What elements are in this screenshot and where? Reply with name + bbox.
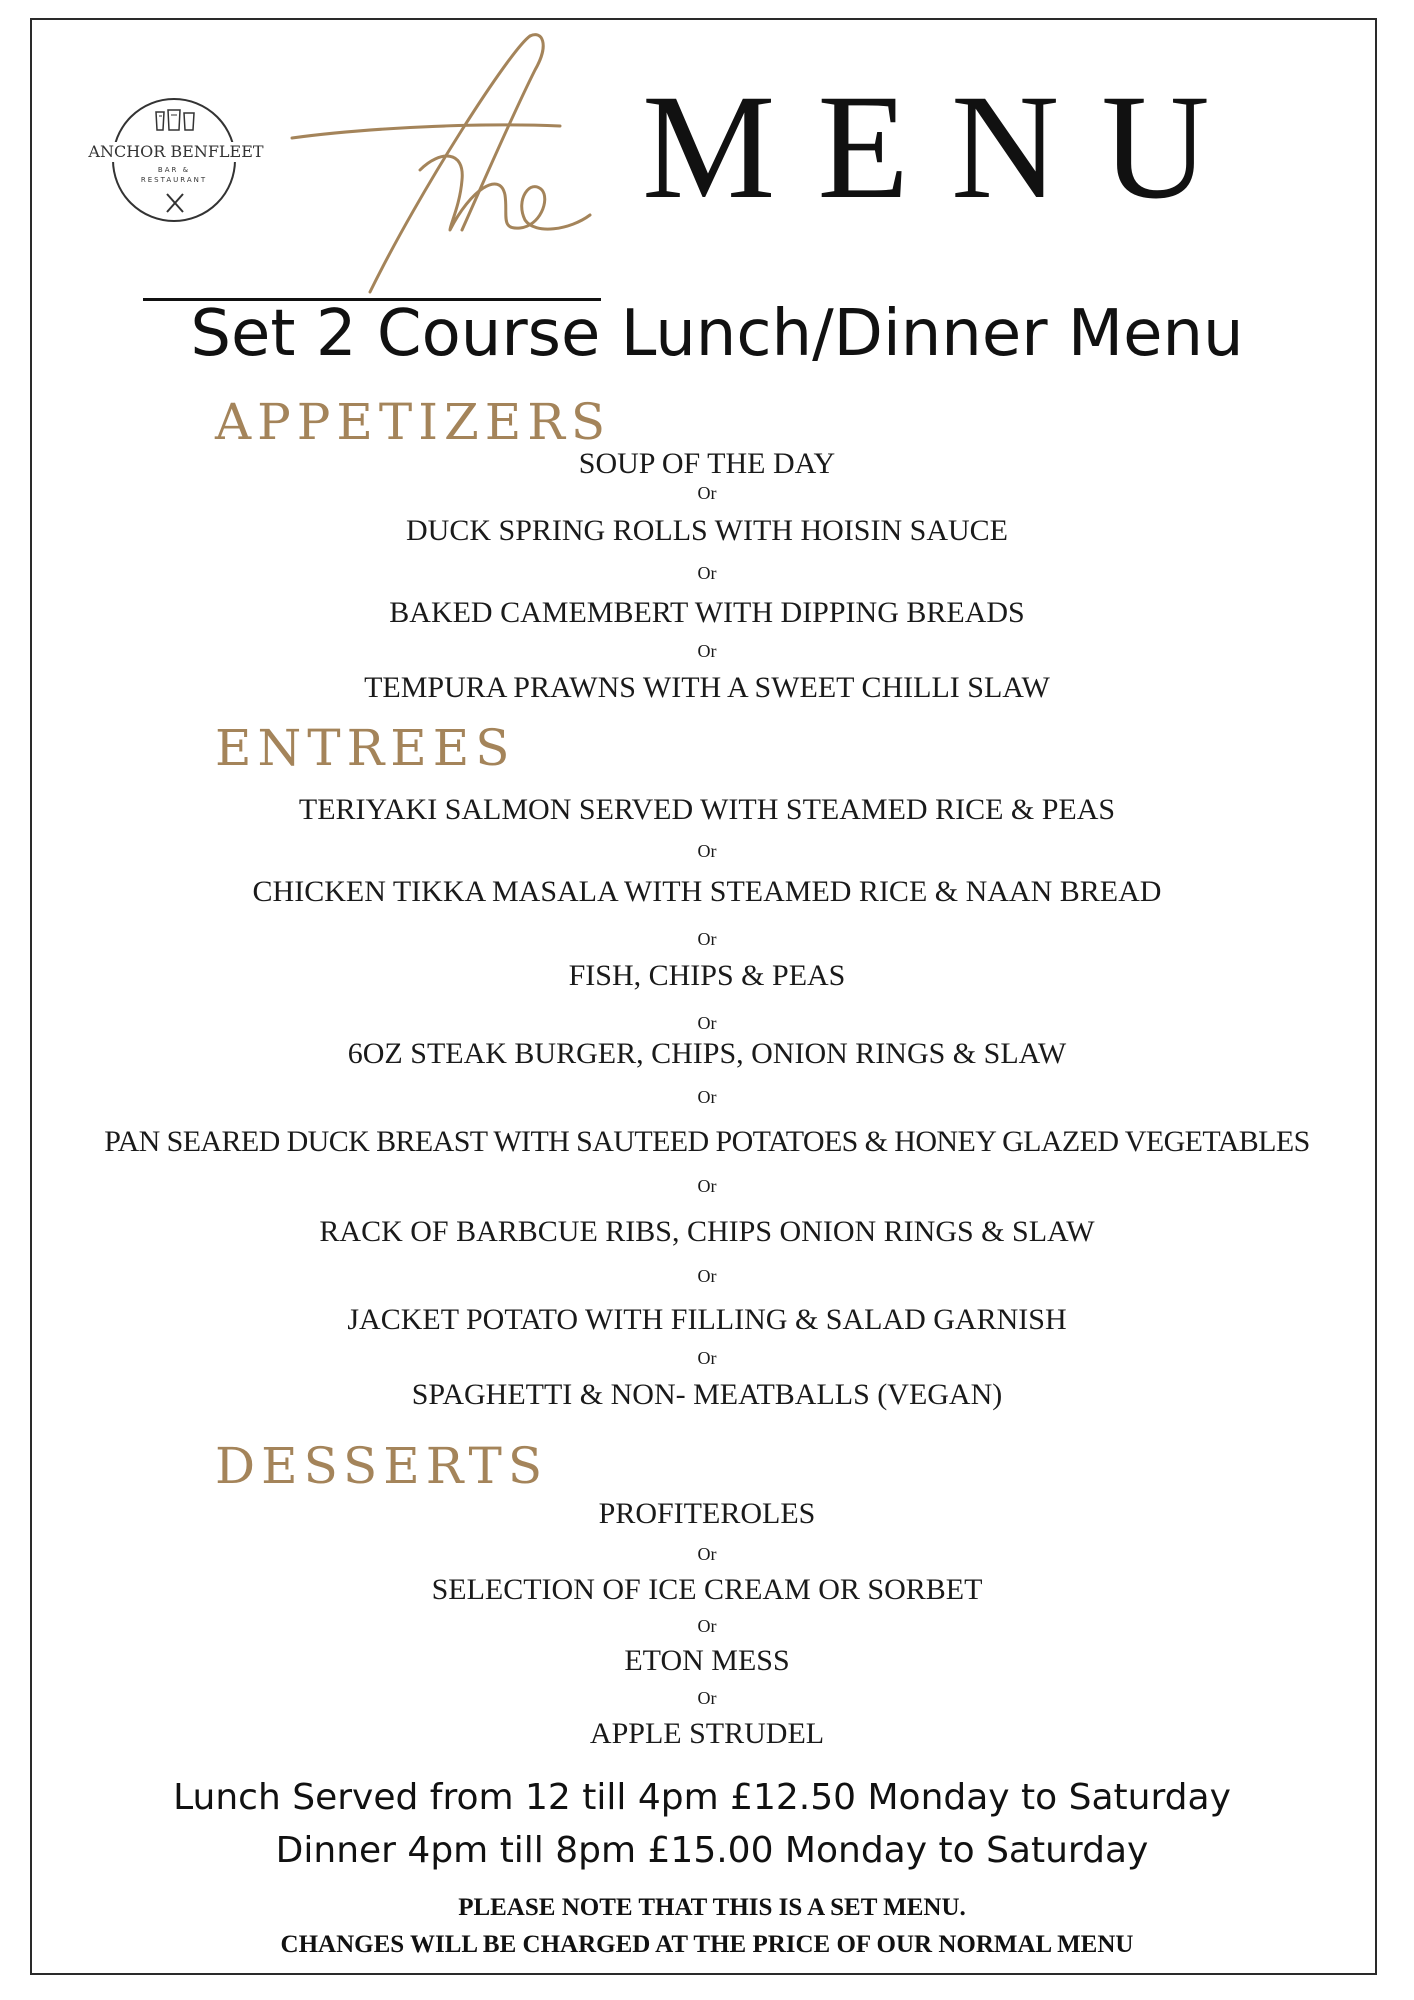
entree-item: RACK OF BARBCUE RIBS, CHIPS ONION RINGS & SLAW <box>319 1215 1095 1248</box>
or-separator: Or <box>697 1616 717 1636</box>
or-separator: Or <box>697 1013 717 1033</box>
menu-subtitle: Set 2 Course Lunch/Dinner Menu <box>190 297 1244 371</box>
or-separator: Or <box>697 1544 717 1564</box>
glasses-icon <box>150 108 200 134</box>
logo-subtitle-2: RESTAURANT <box>140 176 208 184</box>
logo-name: ANCHOR BENFLEET <box>84 142 268 162</box>
appetizer-item: BAKED CAMEMBERT WITH DIPPING BREADS <box>389 596 1025 629</box>
or-separator: Or <box>697 483 717 503</box>
appetizer-item: TEMPURA PRAWNS WITH A SWEET CHILLI SLAW <box>364 671 1050 704</box>
desserts-heading: DESSERTS <box>215 1437 549 1495</box>
set-menu-note: PLEASE NOTE THAT THIS IS A SET MENU. <box>458 1894 966 1921</box>
appetizer-item: SOUP OF THE DAY <box>578 447 836 480</box>
lunch-pricing: Lunch Served from 12 till 4pm £12.50 Monday to Saturday <box>173 1777 1231 1818</box>
or-separator: Or <box>697 1688 717 1708</box>
or-separator: Or <box>697 929 717 949</box>
entree-item: SPAGHETTI & NON- MEATBALLS (VEGAN) <box>411 1378 1003 1411</box>
menu-title: MENU <box>642 64 1252 230</box>
script-the-decoration <box>280 30 600 300</box>
or-separator: Or <box>697 841 717 861</box>
entree-item: PAN SEARED DUCK BREAST WITH SAUTEED POTATOES & HONEY GLAZED VEGETABLES <box>104 1125 1310 1158</box>
entree-item: FISH, CHIPS & PEAS <box>568 959 846 992</box>
or-separator: Or <box>697 563 717 583</box>
or-separator: Or <box>697 1266 717 1286</box>
dessert-item: ETON MESS <box>624 1644 790 1677</box>
dessert-item: APPLE STRUDEL <box>589 1717 825 1750</box>
entrees-heading: ENTREES <box>215 719 516 777</box>
dinner-pricing: Dinner 4pm till 8pm £15.00 Monday to Saturday <box>275 1830 1149 1871</box>
cutlery-icon <box>163 192 187 214</box>
or-separator: Or <box>697 1087 717 1107</box>
dessert-item: SELECTION OF ICE CREAM OR SORBET <box>431 1573 983 1606</box>
or-separator: Or <box>697 1348 717 1368</box>
restaurant-logo <box>88 98 264 222</box>
or-separator: Or <box>697 641 717 661</box>
logo-subtitle-1: BAR & <box>157 166 191 174</box>
entree-item: CHICKEN TIKKA MASALA WITH STEAMED RICE & NAAN BREAD <box>252 875 1162 908</box>
changes-note: CHANGES WILL BE CHARGED AT THE PRICE OF OUR NORMAL MENU <box>280 1931 1134 1958</box>
appetizers-heading: APPETIZERS <box>215 393 612 451</box>
or-separator: Or <box>697 1176 717 1196</box>
entree-item: TERIYAKI SALMON SERVED WITH STEAMED RICE & PEAS <box>298 793 1116 826</box>
appetizer-item: DUCK SPRING ROLLS WITH HOISIN SAUCE <box>406 514 1008 547</box>
dessert-item: PROFITEROLES <box>598 1497 816 1530</box>
entree-item: 6OZ STEAK BURGER, CHIPS, ONION RINGS & SLAW <box>347 1037 1067 1070</box>
entree-item: JACKET POTATO WITH FILLING & SALAD GARNISH <box>347 1303 1067 1336</box>
